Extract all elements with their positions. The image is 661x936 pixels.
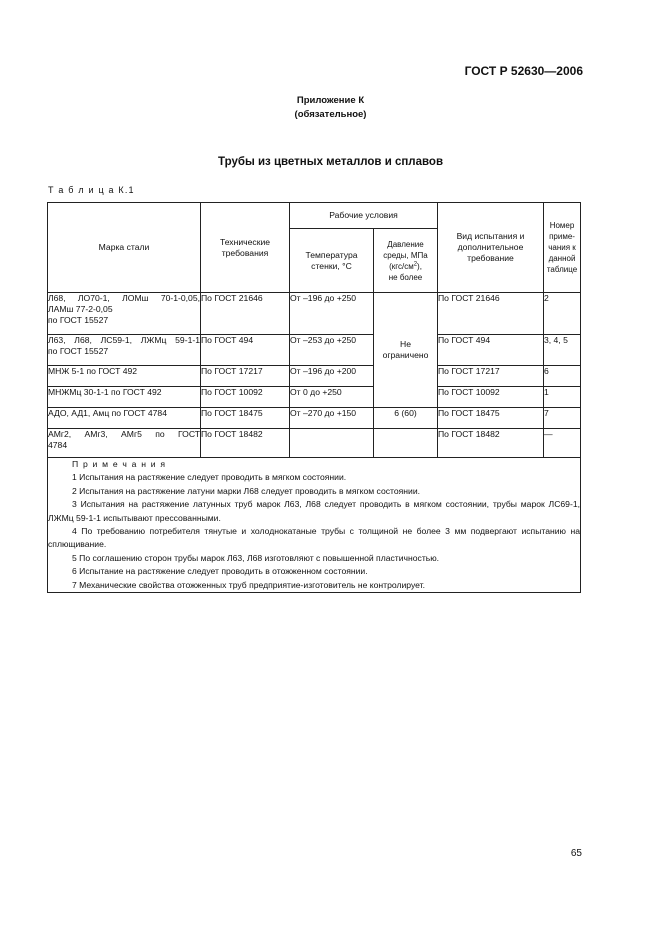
cell-note: 3, 4, 5: [544, 335, 581, 366]
header-temperature: Температура стенки, °С: [290, 229, 374, 293]
cell-note: 2: [544, 293, 581, 335]
header-pressure: Давление среды, МПа $(кгс/см^2)$, не более: [374, 229, 438, 293]
cell-note: 1: [544, 387, 581, 408]
cell-temp: От –270 до +150: [290, 408, 374, 429]
table-row: [48, 429, 581, 458]
cell-tech: По ГОСТ 18475: [201, 408, 290, 429]
cell-tech: По ГОСТ 21646: [201, 293, 290, 335]
cell-tech: По ГОСТ 18482: [201, 429, 290, 458]
header-conditions: Рабочие условия: [290, 203, 438, 229]
cell-pressure: 6 (60): [374, 408, 438, 429]
cell-grade: АМг2, АМг3, АМг5 по ГОСТ 4784: [48, 429, 201, 458]
cell-tech: По ГОСТ 17217: [201, 366, 290, 387]
cell-tech: По ГОСТ 494: [201, 335, 290, 366]
cell-test: По ГОСТ 18475: [438, 408, 544, 429]
header-note-number: Номер приме- чания к данной таблице: [544, 203, 581, 293]
note-item: 4 По требованию потребителя тянутые и холоднокатаные трубы с толщиной не более 3 мм подвергают испытанию на сплющивание.: [48, 526, 580, 550]
table-row: [48, 408, 581, 429]
header-grade: Марка стали: [48, 203, 201, 293]
cell-note: 6: [544, 366, 581, 387]
cell-test: По ГОСТ 21646: [438, 293, 544, 335]
table-row: [48, 335, 581, 366]
cell-temp: От –196 до +250: [290, 293, 374, 335]
note-item: 2 Испытания на растяжение латуни марки Л68 следует проводить в мягком состоянии.: [72, 485, 421, 496]
cell-grade: Л68, ЛО70-1, ЛОМш 70-1-0,05, ЛАМш 77-2-0,05 по ГОСТ 15527: [48, 293, 201, 335]
annex-title: Приложение К: [296, 95, 365, 106]
cell-test: По ГОСТ 18482: [438, 429, 544, 458]
note-item: 7 Механические свойства отожженных труб предприятие-изготовитель не контролирует.: [72, 579, 426, 590]
notes-row: [48, 458, 581, 593]
table-row: [48, 366, 581, 387]
cell-test: По ГОСТ 17217: [438, 366, 544, 387]
cell-grade: МНЖМц 30-1-1 по ГОСТ 492: [48, 387, 201, 408]
cell-pressure: [374, 429, 438, 458]
cell-temp: От 0 до +250: [290, 387, 374, 408]
pipes-table: [47, 202, 581, 593]
cell-temp: От –253 до +250: [290, 335, 374, 366]
table-row: [48, 387, 581, 408]
cell-test: По ГОСТ 10092: [438, 387, 544, 408]
header-test: Вид испытания и дополнительное требование: [438, 203, 544, 293]
header-tech-req: Технические требования: [201, 203, 290, 293]
cell-pressure-merged: Не ограничено: [374, 293, 438, 408]
cell-grade: Л63, Л68, ЛС59-1, ЛЖМц 59-1-1 по ГОСТ 15527: [48, 335, 201, 366]
cell-temp: [290, 429, 374, 458]
cell-grade: АДО, АД1, Амц по ГОСТ 4784: [48, 408, 201, 429]
section-title: Трубы из цветных металлов и сплавов: [217, 156, 444, 168]
cell-tech: По ГОСТ 10092: [201, 387, 290, 408]
cell-note: 7: [544, 408, 581, 429]
cell-note: —: [544, 429, 581, 458]
note-item: 1 Испытания на растяжение следует проводить в мягком состоянии.: [72, 472, 347, 483]
table-label: Т а б л и ц а К.1: [48, 185, 135, 195]
cell-test: По ГОСТ 494: [438, 335, 544, 366]
annex-heading: [0, 94, 661, 122]
cell-temp: От –196 до +200: [290, 366, 374, 387]
note-item: 6 Испытание на растяжение следует проводить в отожженном состоянии.: [72, 566, 368, 577]
table-row: [48, 293, 581, 335]
notes-block: [48, 458, 581, 593]
note-item: 5 По соглашению сторон трубы марок Л63, Л68 изготовляют с повышенной пластичностью.: [72, 552, 440, 563]
cell-grade: МНЖ 5-1 по ГОСТ 492: [48, 366, 201, 387]
annex-status: (обязательное): [294, 109, 367, 120]
note-item: 3 Испытания на растяжение латунных труб марок Л63, Л68 следует проводить в мягком состоянии, трубы марок ЛС69-1, ЛЖМц 59-1-1 испытывают прессованными.: [48, 499, 580, 523]
page-number: 65: [570, 848, 582, 859]
notes-title: П р и м е ч а н и я: [72, 459, 167, 469]
document-code: ГОСТ Р 52630—2006: [464, 64, 583, 78]
